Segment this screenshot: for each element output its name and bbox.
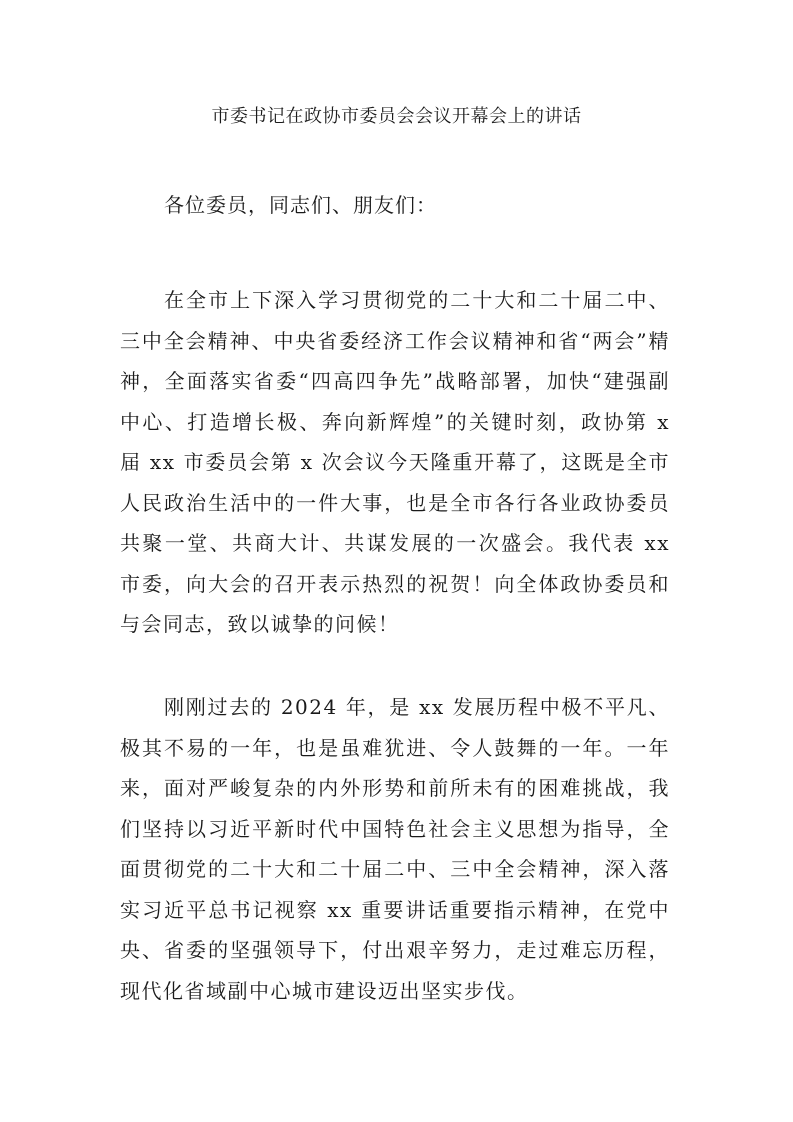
document-title: 市委书记在政协市委员会会议开幕会上的讲话 xyxy=(211,106,582,127)
salutation: 各位委员，同志们、朋友们： xyxy=(164,193,437,217)
body-paragraph-1: 在全市上下深入学习贯彻党的二十大和二十届二中、三中全会精神、中央省委经济工作会议精神和省“两会”精神，全面落实省委“四高四争先”战略部署，加快“建强副中心、打造增长极、奔向新辉煌”的关键时刻，政协第 x 届 xx 市委员会第 x 次会议今天隆重开幕了，这既是全市人民政治生活中的一件大事，也是全市各行各业政协委员共聚一堂、共商大计、共谋发展的一次盛会。我代表 xx 市委，向大会的召开表示热烈的祝贺！向全体政协委员和与会同志，致以诚挚的问候！ xyxy=(120,288,670,636)
body-paragraph-2: 刚刚过去的 2024 年，是 xx 发展历程中极不平凡、极其不易的一年，也是虽难犹进、令人鼓舞的一年。一年来，面对严峻复杂的内外形势和前所未有的困难挑战，我们坚持以习近平新时代中国特色社会主义思想为指导，全面贯彻党的二十大和二十届二中、三中全会精神，深入落实习近平总书记视察 xx 重要讲话重要指示精神，在党中央、省委的坚强领导下，付出艰辛努力，走过难忘历程，现代化省域副中心城市建设迈出坚实步伐。 xyxy=(120,695,670,1003)
